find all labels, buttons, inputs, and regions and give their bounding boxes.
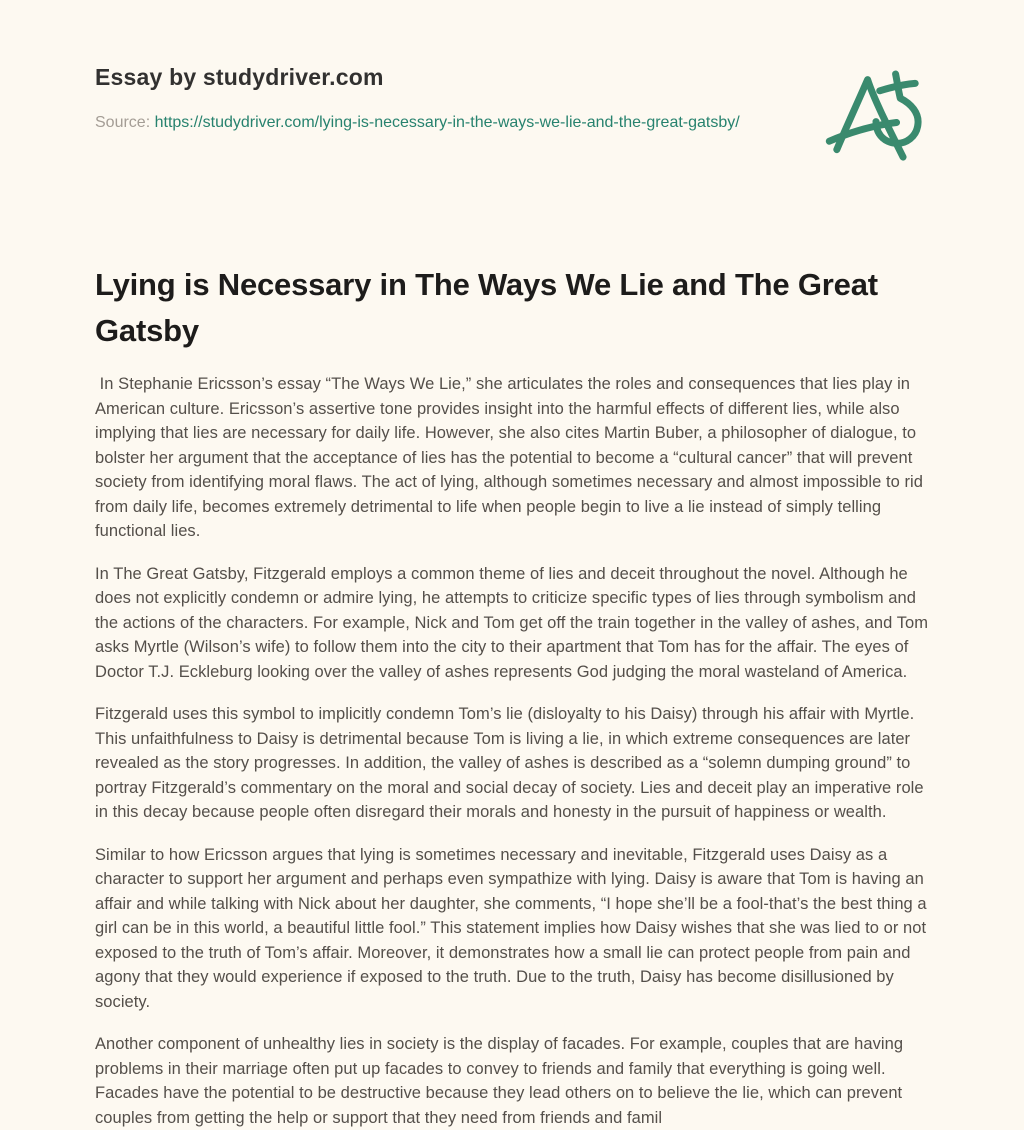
essay-paragraph: Fitzgerald uses this symbol to implicitly condemn Tom’s lie (disloyalty to his Daisy) through his affair with Myrtle. This unfaithfulness to Daisy is detrimental because Tom is living a lie, in which extreme consequences are later revealed as the story progresses. In addition, the valley of ashes is described as a “solemn dumping ground” to portray Fitzgerald’s commentary on the moral and social decay of society. Lies and deceit play an imperative role in this decay because people often disregard their morals and honesty in the pursuit of happiness or wealth. (95, 705, 929, 821)
page-heading: Essay by studydriver.com (95, 64, 384, 90)
source-label: Source: (95, 114, 151, 131)
essay-title: Lying is Necessary in The Ways We Lie and The Great Gatsby (95, 267, 878, 348)
source-url-link[interactable]: https://studydriver.com/lying-is-necessary-in-the-ways-we-lie-and-the-great-gatsby/ (154, 114, 740, 131)
essay-paragraph: Another component of unhealthy lies in society is the display of facades. For example, couples that are having problems in their marriage often put up facades to convey to friends and family that everything is going well. Facades have the potential to be destructive because they lead others on to believe the lie, which can prevent couples from getting the help or support that they need from friends and famil (95, 1035, 908, 1127)
essay-paragraph: In Stephanie Ericsson’s essay “The Ways We Lie,” she articulates the roles and consequences that lies play in American culture. Ericsson’s assertive tone provides insight into the harmful effects of different lies, while also implying that lies are necessary for daily life. However, she also cites Martin Buber, a philosopher of dialogue, to bolster her argument that the acceptance of lies has the potential to become a “cultural cancer” that will prevent society from identifying moral flaws. The act of lying, although sometimes necessary and almost impossible to rid from daily life, becomes extremely detrimental to life when people begin to live a lie instead of simply telling functional lies. (95, 375, 928, 540)
page-header (95, 64, 932, 166)
essay-body (95, 372, 932, 1130)
a-plus-logo-icon (820, 66, 932, 166)
header-text-block (95, 64, 740, 134)
essay-paragraph: Similar to how Ericsson argues that lying is sometimes necessary and inevitable, Fitzgerald uses Daisy as a character to support her argument and perhaps even sympathize with lying. Daisy is aware that Tom is having an affair and while talking with Nick about her daughter, she comments, “I hope she’ll be a fool-that’s the best thing a girl can be in this world, a beautiful little fool.” This statement implies how Daisy wishes that she was lied to or not exposed to the truth of Tom’s affair. Moreover, it demonstrates how a small lie can protect people from pain and agony that they would experience if exposed to the truth. Due to the truth, Daisy has become disillusioned by society. (95, 845, 932, 1011)
studydriver-logo (820, 66, 932, 166)
essay-paragraph: In The Great Gatsby, Fitzgerald employs a common theme of lies and deceit throughout the novel. Although he does not explicitly condemn or admire lying, he attempts to criticize specific types of lies through symbolism and the actions of the characters. For example, Nick and Tom get off the train together in the valley of ashes, and Tom asks Myrtle (Wilson’s wife) to follow them into the city to their apartment that Tom has for the affair. The eyes of Doctor T.J. Eckleburg looking over the valley of ashes represents God judging the moral wasteland of America. (95, 564, 933, 681)
source-line (95, 111, 740, 134)
